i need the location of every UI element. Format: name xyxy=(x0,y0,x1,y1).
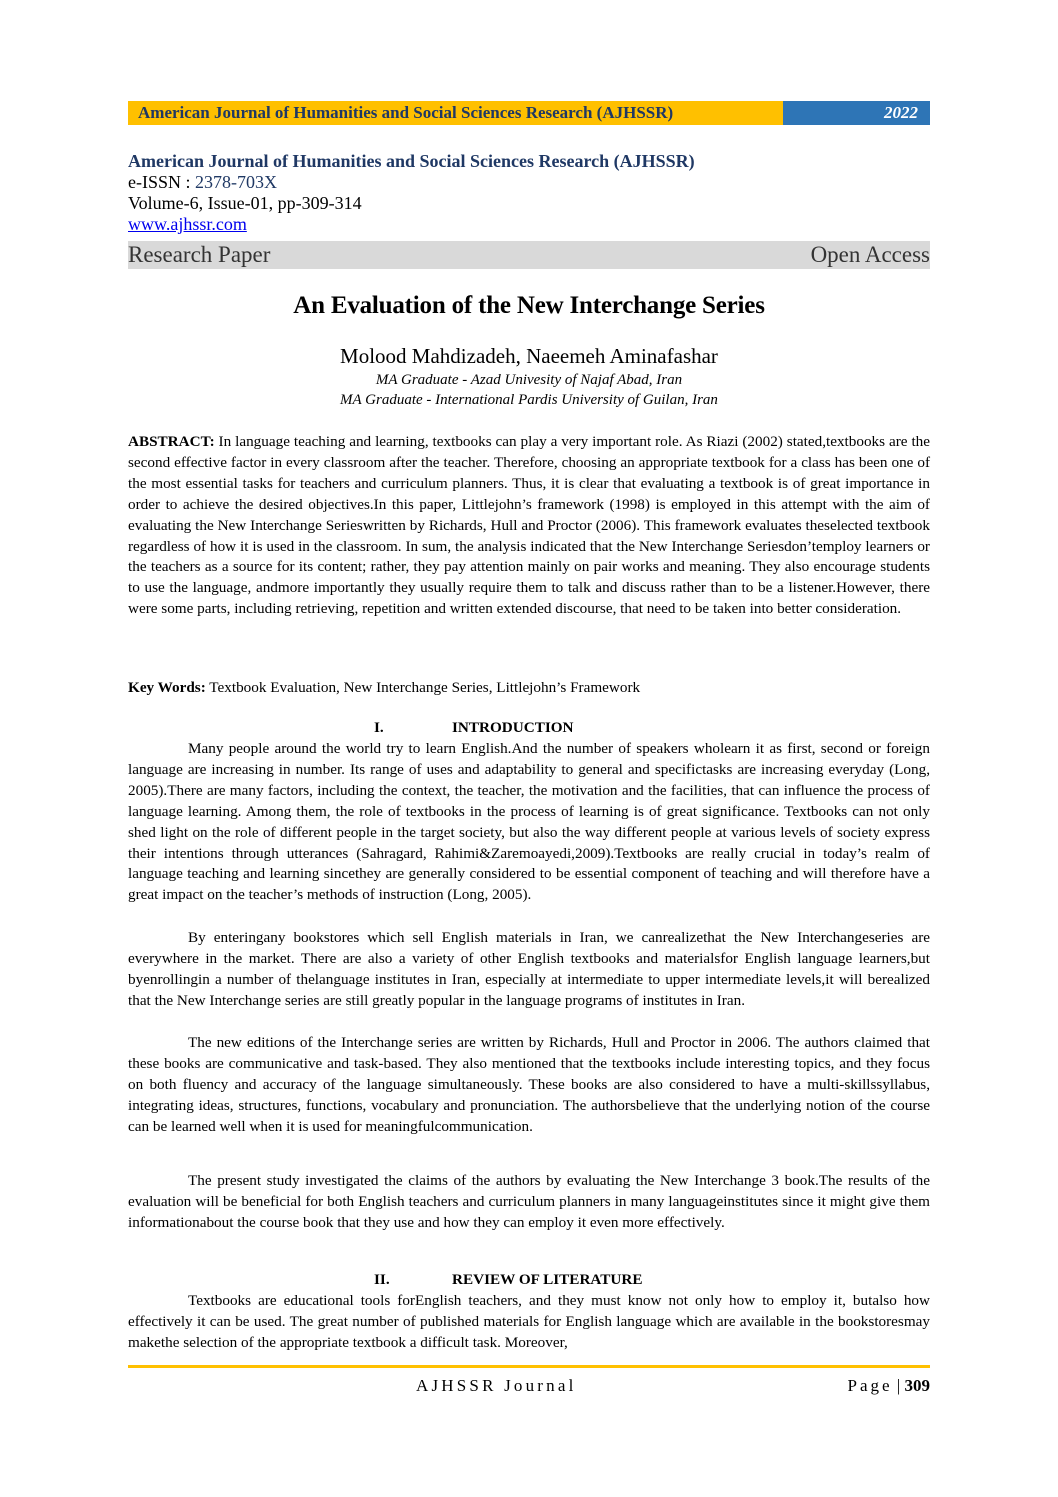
footer-journal: AJHSSR Journal xyxy=(416,1376,577,1395)
page-footer xyxy=(128,1375,930,1397)
footer-rule xyxy=(128,1365,930,1368)
paragraph: The present study investigated the claims of the authors by evaluating the New Interchange 3 book.The results of the evaluation will be beneficial for both English teachers and curriculum planners in many languageinstitutes since it might give them informationabout the course book that they use and how they can employ it even more effectively. xyxy=(128,1172,930,1231)
paragraph: Many people around the world try to learn English.And the number of speakers wholearn it as first, second or foreign language are increasing in number. Its range of uses and adaptability to general and specifictasks are increasing everyday (Long, 2005).There are many factors, including the context, the teacher, the motivation and the facilities, that can influence the process of language learning. Among them, the role of textbooks in the process of learning is of great significance. Textbooks can not only shed light on the role of different people in the target society, but also the way different people at various levels of society express their intentions through utterances (Sahragard, Rahimi&Zaremoayedi,2009).Textbooks are really crucial in today’s realm of language teaching and learning sincethey are generally considered to be essential component of teaching and will therefore have a great impact on the teacher’s methods of instruction (Long, 2005). xyxy=(128,740,930,904)
paragraph: By enteringany bookstores which sell English materials in Iran, we canrealizethat the New Interchangeseries are everywhere in the market. There are also a variety of other English textbooks and materialsfor English language learners,but byenrollingin a number of thelanguage institutes in Iran, especially at intermediate to upper intermediate levels,it will berealized that the New Interchange series are still greatly popular in the language programs of institutes in Iran. xyxy=(128,929,930,1009)
meta-journal-name: American Journal of Humanities and Social Sciences Research (AJHSSR) xyxy=(128,151,695,171)
meta-volume: Volume-6, Issue-01, pp-309-314 xyxy=(128,193,362,213)
section-title: INTRODUCTION xyxy=(452,719,574,736)
footer-separator: | xyxy=(892,1376,905,1395)
footer-page xyxy=(848,1375,930,1397)
website-link[interactable]: www.ajhssr.com xyxy=(128,214,247,234)
affiliation-1: MA Graduate - Azad Univesity of Najaf Abad, Iran xyxy=(375,372,683,388)
paper-type-bar xyxy=(128,241,930,269)
affiliation-2: MA Graduate - International Pardis University of Guilan, Iran xyxy=(340,392,718,408)
issn-label: e-ISSN : xyxy=(128,172,195,192)
abstract-label: ABSTRACT: xyxy=(128,433,215,450)
paper-type-label: Research Paper xyxy=(128,242,271,267)
header-journal-name: American Journal of Humanities and Social Sciences Research (AJHSSR) xyxy=(128,101,783,125)
paragraph: Textbooks are educational tools forEnglish teachers, and they must know not only how to employ it, butalso how effectively it can be used. The great number of published materials for English language which are available in the bookstoresmay makethe selection of the appropriate textbook a difficult task. Moreover, xyxy=(128,1292,930,1351)
access-type-label: Open Access xyxy=(810,242,930,267)
header-year: 2022 xyxy=(783,101,930,125)
running-header xyxy=(128,101,930,125)
keywords-text: Textbook Evaluation, New Interchange Series, Littlejohn’s Framework xyxy=(205,679,641,696)
paragraph: The new editions of the Interchange series are written by Richards, Hull and Proctor in 2006. The authors claimed that these books are communicative and task-based. They also mentioned that the textbooks include interesting topics, and they focus on both fluency and accuracy of the language simultaneously. These books are also considered to have a multi-skillssyllabus, integrating ideas, structures, functions, vocabulary and pronunciation. The authorsbelieve that the underlying notion of the course can be learned well when it is used for meaningfulcommunication. xyxy=(128,1034,930,1135)
footer-page-number: 309 xyxy=(904,1376,930,1395)
abstract xyxy=(128,432,930,620)
author-list: Molood Mahdizadeh, Naeemeh Aminafashar xyxy=(340,344,718,368)
section-number: I. xyxy=(374,719,384,736)
paper-title: An Evaluation of the New Interchange Series xyxy=(293,292,765,319)
section-number: II. xyxy=(374,1271,390,1288)
section-title: REVIEW OF LITERATURE xyxy=(452,1271,643,1288)
meta-issn xyxy=(128,172,930,193)
journal-meta xyxy=(128,150,930,235)
footer-page-label: Page xyxy=(847,1376,893,1395)
issn-value: 2378-703X xyxy=(195,172,277,192)
keywords xyxy=(128,678,930,698)
abstract-text: In language teaching and learning, textbooks can play a very important role. As Riazi (2002) stated,textbooks are the second effective factor in every classroom after the teacher. Therefore, choosing an appropriate textbook for a class has been one of the most essential tasks for teachers and curriculum planners. Thus, it is clear that evaluating a textbook is of great importance in order to achieve the desired objectives.In this paper, Littlejohn’s framework (1998) is employed in this attempt with the aim of evaluating the New Interchange Serieswritten by Richards, Hull and Proctor (2006). This framework evaluates theselected textbook regardless of how it is used in the classroom. In sum, the analysis indicated that the New Interchange Seriesdon’temploy learners or the teachers as a source for its content; rather, they pay attention mainly on pair works and meaning. They also encourage students to use the language, andmore importantly they usually require them to talk and discuss rather than to be a listener.However, there were some parts, including retrieving, repetition and written extended discourse, that need to be taken into better consideration. xyxy=(128,433,930,618)
keywords-label: Key Words: xyxy=(128,679,206,696)
